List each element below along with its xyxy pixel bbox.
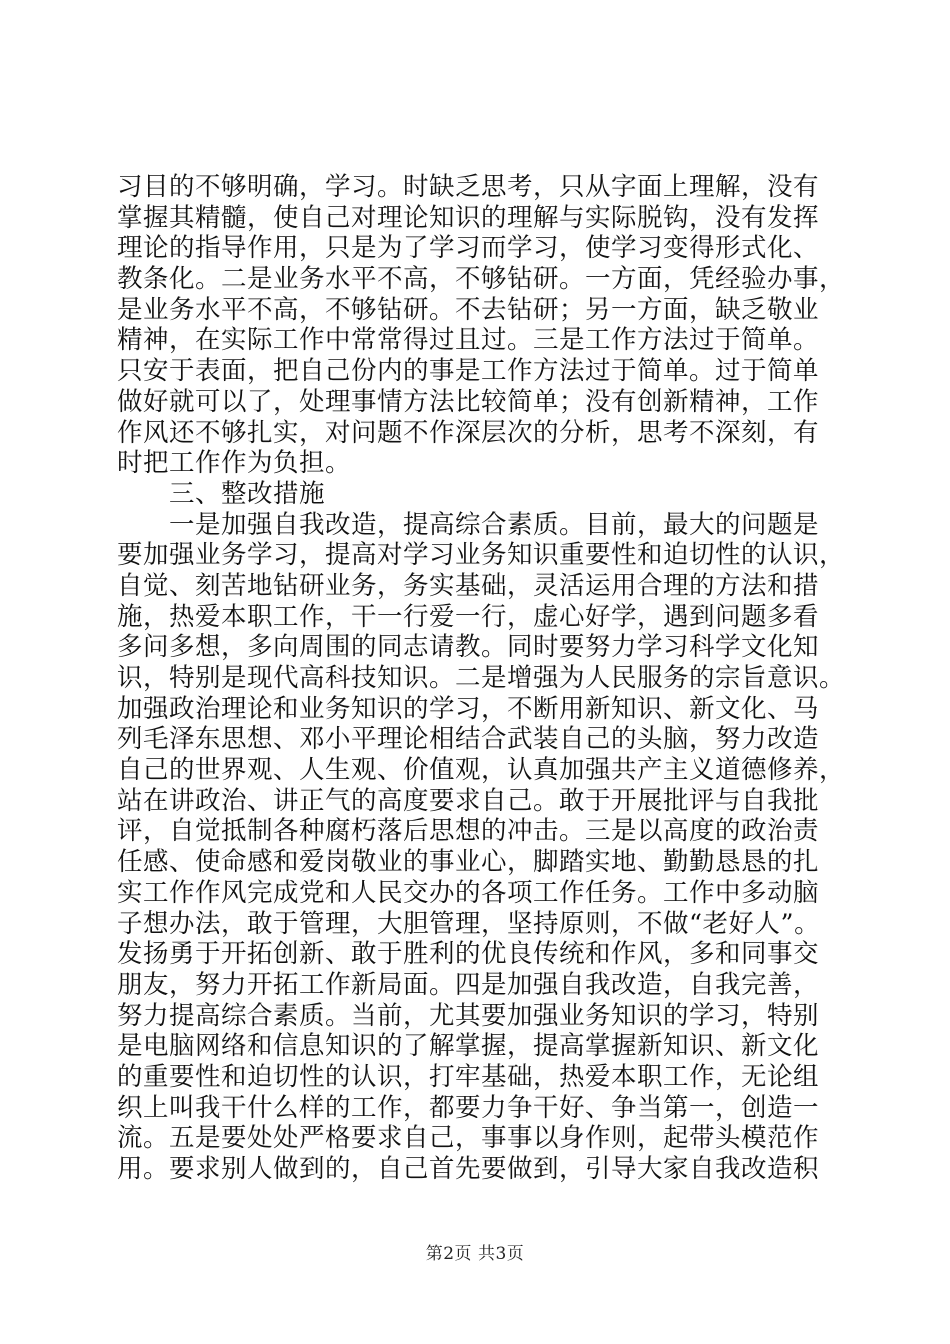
page-footer: 第2页 共3页 [425, 1244, 525, 1264]
text-line: 任感、使命感和爱岗敬业的事业心，脚踏实地、勤勤恳恳的扎 [117, 847, 820, 878]
text-line: 时把工作作为负担。 [117, 448, 352, 479]
text-line: 掌握其精髓，使自己对理论知识的理解与实际脱钩，没有发挥 [117, 202, 820, 233]
text-line: 是业务水平不高，不够钻研。不去钻研；另一方面，缺乏敬业 [117, 294, 820, 325]
text-line: 习目的不够明确，学习。时缺乏思考，只从字面上理解，没有 [117, 172, 820, 202]
text-line: 列毛泽东思想、邓小平理论相结合武装自己的头脑，努力改造 [117, 724, 820, 755]
text-line: 发扬勇于开拓创新、敢于胜利的优良传统和作风，多和同事交 [117, 939, 820, 970]
text-line: 自觉、刻苦地钻研业务，务实基础，灵活运用合理的方法和措 [117, 570, 820, 601]
text-line: 站在讲政治、讲正气的高度要求自己。敢于开展批评与自我批 [117, 785, 820, 816]
text-line: 自己的世界观、人生观、价值观，认真加强共产主义道德修养， [117, 755, 846, 786]
text-line: 织上叫我干什么样的工作，都要力争干好、争当第一，创造一 [117, 1092, 820, 1123]
text-line: 作风还不够扎实，对问题不作深层次的分析，思考不深刻，有 [117, 417, 820, 448]
text-line: 努力提高综合素质。当前，尤其要加强业务知识的学习，特别 [117, 1000, 820, 1031]
text-line: 用。要求别人做到的，自己首先要做到，引导大家自我改造积 [117, 1154, 820, 1184]
section-heading: 三、整改措施 [117, 478, 326, 509]
text-line: 评，自觉抵制各种腐朽落后思想的冲击。三是以高度的政治责 [117, 816, 820, 847]
document-body [117, 172, 847, 1185]
text-line: 实工作作风完成党和人民交办的各项工作任务。工作中多动脑 [117, 877, 820, 908]
text-line: 子想办法，敢于管理，大胆管理，坚持原则，不做“老好人”。 [117, 908, 821, 939]
text-line: 是电脑网络和信息知识的了解掌握，提高掌握新知识、新文化 [117, 1031, 820, 1062]
text-line: 理论的指导作用，只是为了学习而学习，使学习变得形式化、 [117, 233, 820, 264]
text-line: 精神，在实际工作中常常得过且过。三是工作方法过于简单。 [117, 325, 820, 356]
text-line: 朋友，努力开拓工作新局面。四是加强自我改造，自我完善， [117, 969, 820, 1000]
text-line: 的重要性和迫切性的认识，打牢基础，热爱本职工作，无论组 [117, 1061, 820, 1092]
text-line: 多问多想，多向周围的同志请教。同时要努力学习科学文化知 [117, 632, 820, 663]
text-line: 要加强业务学习，提高对学习业务知识重要性和迫切性的认识， [117, 540, 846, 571]
text-line: 施，热爱本职工作，干一行爱一行，虚心好学，遇到问题多看 [117, 601, 820, 632]
text-line: 识，特别是现代高科技知识。二是增强为人民服务的宗旨意识。 [117, 663, 846, 693]
text-line: 做好就可以了，处理事情方法比较简单；没有创新精神，工作 [117, 386, 820, 417]
text-line: 加强政治理论和业务知识的学习，不断用新知识、新文化、马 [117, 693, 820, 724]
text-line: 只安于表面，把自己份内的事是工作方法过于简单。过于简单 [117, 356, 820, 387]
text-line: 一是加强自我改造，提高综合素质。目前，最大的问题是 [117, 509, 820, 540]
text-line: 教条化。二是业务水平不高，不够钻研。一方面，凭经验办事， [117, 264, 846, 295]
text-line: 流。五是要处处严格要求自己，事事以身作则，起带头模范作 [117, 1123, 820, 1154]
